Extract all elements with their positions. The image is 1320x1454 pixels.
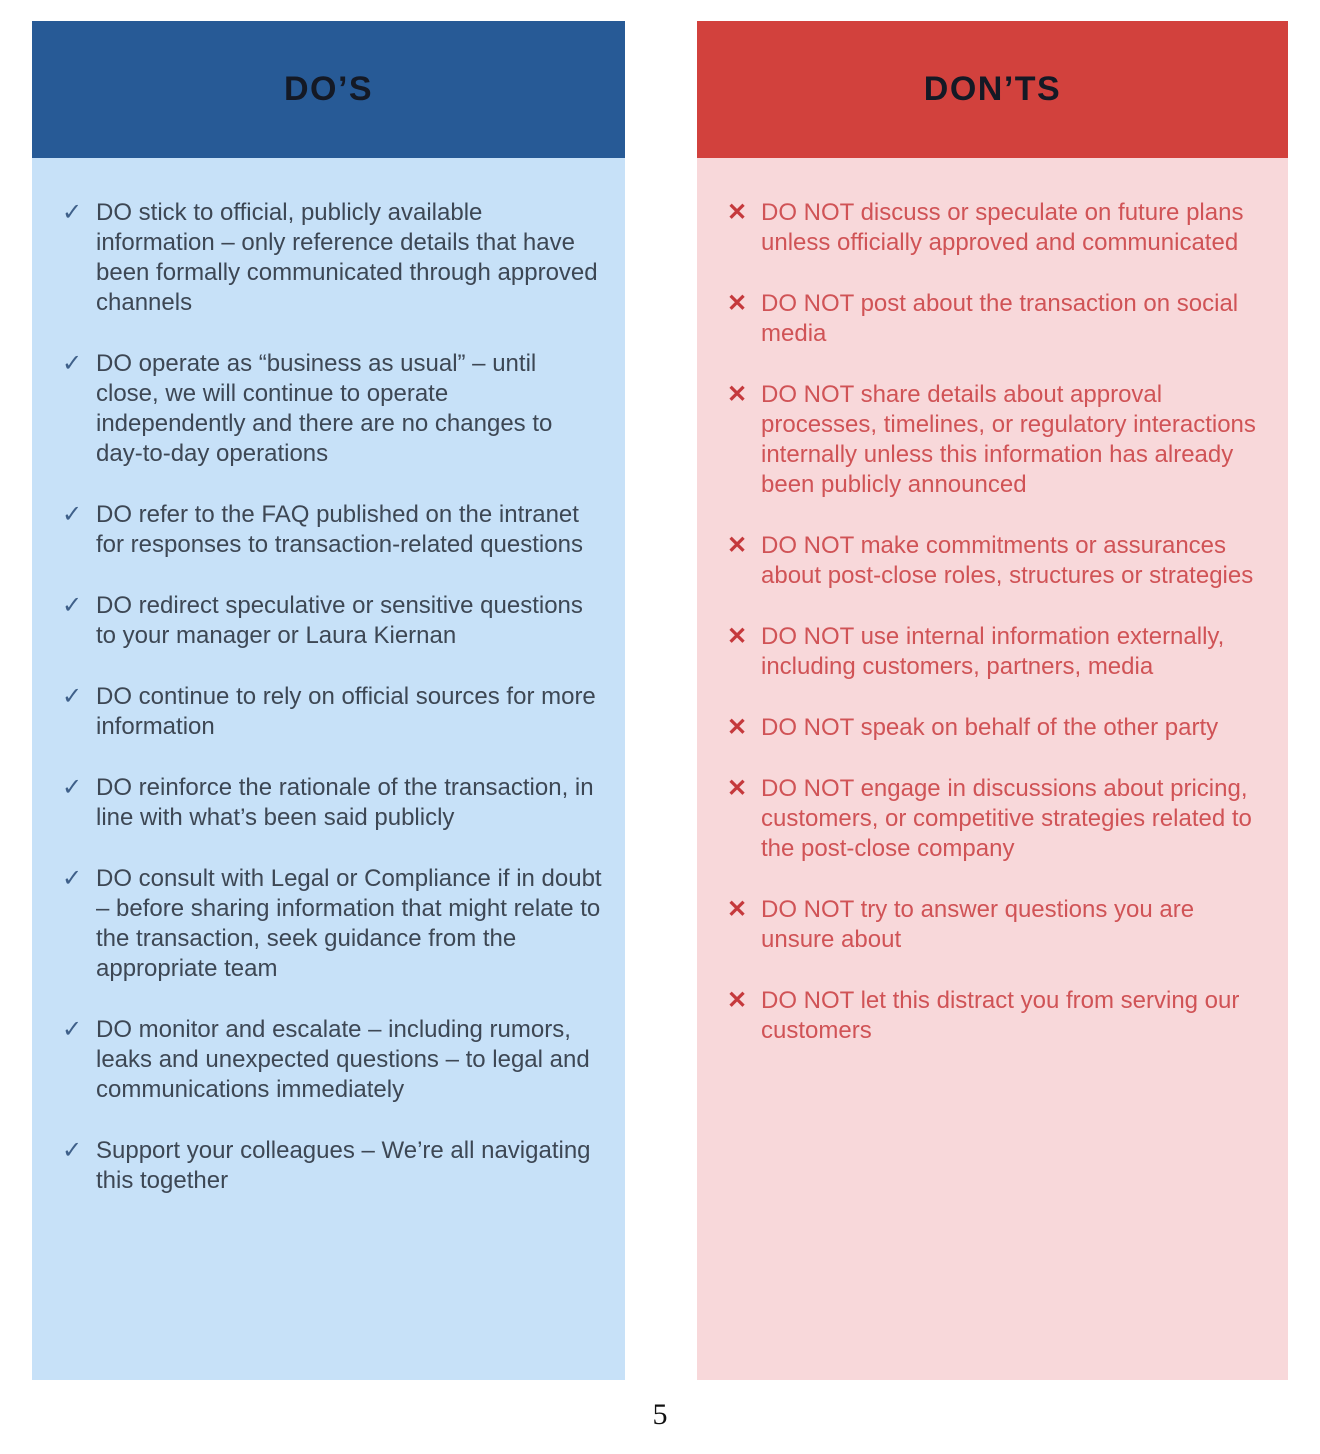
list-item [50,198,603,318]
check-icon: ✓ [62,774,83,801]
donts-list [697,158,1288,1380]
list-item-text: DO reinforce the rationale of the transaction, in line with what’s been said publicly [96,774,594,831]
list-item [50,500,603,560]
list-item [715,895,1266,955]
dos-title: DO’S [283,70,374,108]
list-item-text: DO NOT use internal information externally, including customers, partners, media [761,623,1225,680]
x-icon: ✕ [727,532,748,559]
donts-panel [697,21,1288,1380]
list-item [715,774,1266,864]
check-icon: ✓ [62,683,83,710]
list-item-text: DO continue to rely on official sources for more information [96,683,596,740]
list-item-text: DO NOT post about the transaction on social media [761,290,1239,347]
x-icon: ✕ [727,381,748,408]
dos-list [32,158,625,1380]
list-item-text: DO NOT let this distract you from serving our customers [761,987,1240,1044]
list-item [50,682,603,742]
x-icon: ✕ [727,987,748,1014]
page-number: 5 [652,1398,668,1431]
list-item-text: DO consult with Legal or Compliance if in doubt – before sharing information that might relate to the transaction, seek guidance from the appropriate team [96,865,602,982]
list-item [50,591,603,651]
dos-panel [32,21,625,1380]
list-item-text: Support your colleagues – We’re all navigating this together [96,1137,591,1194]
list-item-text: DO NOT make commitments or assurances about post-close roles, structures or strategies [761,532,1254,589]
check-icon: ✓ [62,1137,83,1164]
x-icon: ✕ [727,896,748,923]
list-item [715,622,1266,682]
check-icon: ✓ [62,199,83,226]
list-item [715,713,1266,743]
check-icon: ✓ [62,501,83,528]
list-item [50,349,603,469]
list-item-text: DO NOT engage in discussions about pricing, customers, or competitive strategies related to the post-close company [761,775,1252,862]
list-item [50,773,603,833]
list-item-text: DO redirect speculative or sensitive questions to your manager or Laura Kiernan [96,592,583,649]
list-item [715,380,1266,500]
list-item-text: DO NOT try to answer questions you are unsure about [761,896,1195,953]
dos-header [32,21,625,158]
list-item [715,986,1266,1046]
list-item [715,289,1266,349]
list-item [50,1136,603,1196]
list-item-text: DO refer to the FAQ published on the intranet for responses to transaction-related questions [96,501,583,558]
list-item-text: DO monitor and escalate – including rumors, leaks and unexpected questions – to legal and communications immediately [96,1016,590,1103]
list-item [715,198,1266,258]
list-item-text: DO stick to official, publicly available information – only reference details that have been formally communicated through approved channels [96,199,598,316]
list-item-text: DO NOT discuss or speculate on future plans unless officially approved and communicated [761,199,1244,256]
donts-title: DON’TS [923,70,1062,108]
check-icon: ✓ [62,350,83,377]
x-icon: ✕ [727,775,748,802]
check-icon: ✓ [62,1016,83,1043]
x-icon: ✕ [727,199,748,226]
list-item [50,1015,603,1105]
list-item-text: DO NOT share details about approval processes, timelines, or regulatory interactions internally unless this information has already been publicly announced [761,381,1256,498]
check-icon: ✓ [62,865,83,892]
x-icon: ✕ [727,714,748,741]
donts-header [697,21,1288,158]
list-item [50,864,603,984]
list-item-text: DO NOT speak on behalf of the other party [761,714,1219,741]
list-item-text: DO operate as “business as usual” – until close, we will continue to operate independently and there are no changes to day-to-day operations [96,350,553,467]
list-item [715,531,1266,591]
x-icon: ✕ [727,290,748,317]
x-icon: ✕ [727,623,748,650]
check-icon: ✓ [62,592,83,619]
